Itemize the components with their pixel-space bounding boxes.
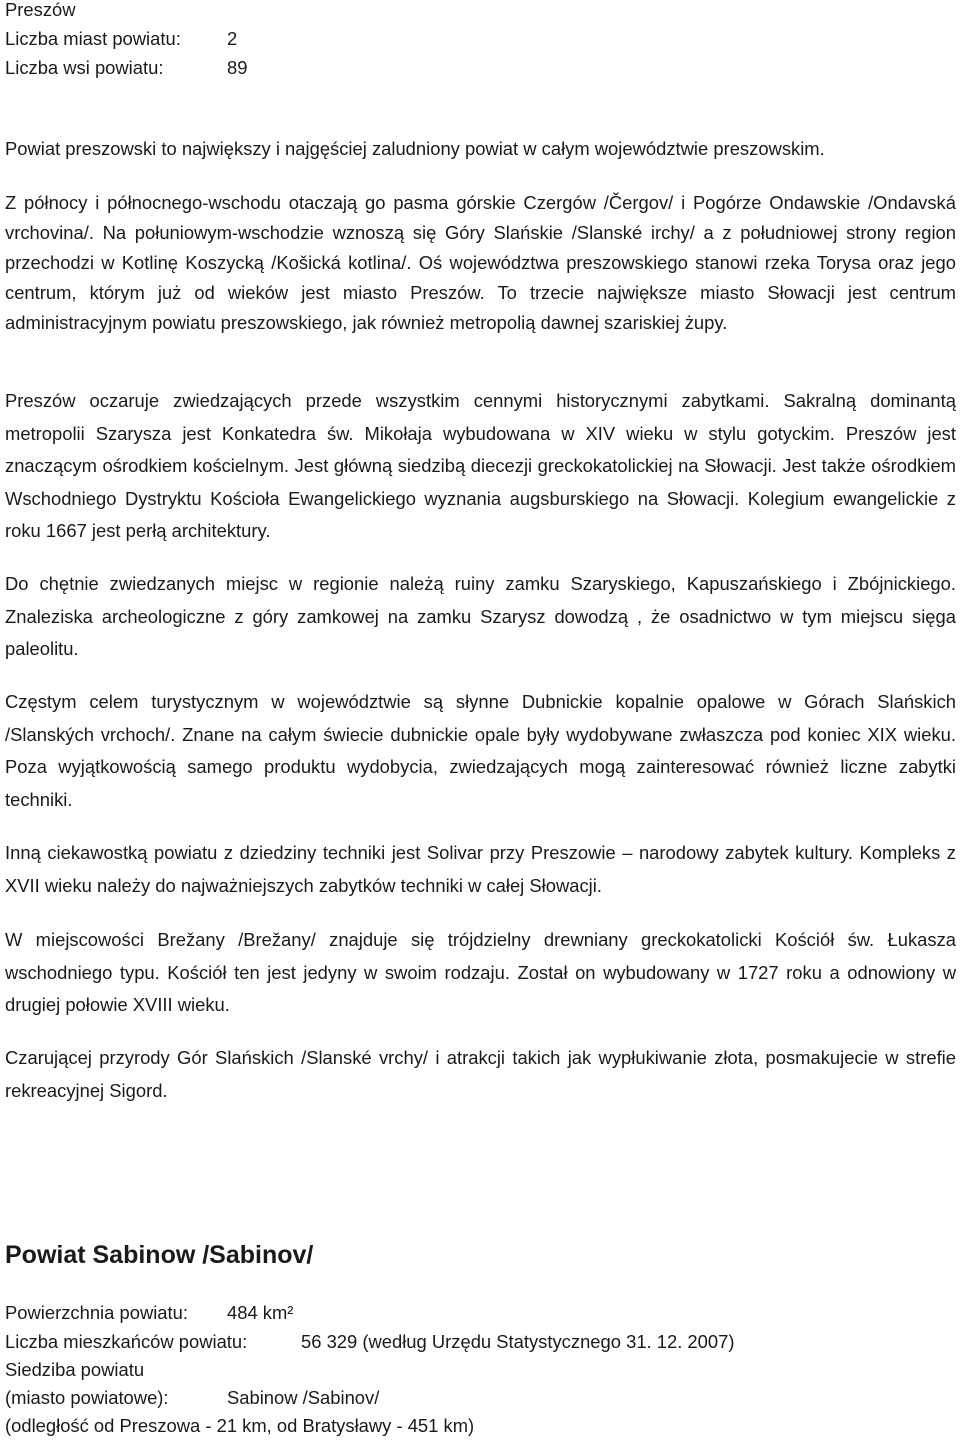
county-title: Preszów	[5, 0, 76, 20]
population-row	[5, 1329, 734, 1355]
seat-sublabel: (miasto powiatowe):	[5, 1387, 169, 1408]
paragraph-monuments: Preszów oczaruje zwiedzających przede wszystkim cennymi historycznymi zabytkami. Sakralną dominantą metropolii Szarysza jest Konkatedra św. Mikołaja wybudowana w XIV wieku w stylu gotyckim. Preszów jest znaczącym ośrodkiem kościelnym. Jest główną siedzibą diecezji greckokatolickiej na Słowacji. Jest także ośrodkiem Wschodniego Dystryktu Kościoła Ewangelickiego wyznania augsburskiego na Słowacji. Kolegium ewangelickie z roku 1667 jest perłą architektury.	[5, 390, 956, 542]
population-label: Liczba mieszkańców powiatu:	[5, 1331, 248, 1352]
paragraph-geography: Z północy i północnego-wschodu otaczają go pasma górskie Czergów /Čergov/ i Pogórze Ondawskie /Ondavská vrchovina/. Na połuniowym-wschodzie wznoszą się Góry Slańskie /Slanské irchy/ a z południowej strony region przechodzi w Kotlinę Koszycką /Košická kotlina/. Oś województwa preszowskiego stanowi rzeka Torysa oraz jego centrum, którym już od wieków jest miasto Preszów. To trzecie największe miasto Słowacji jest centrum administracyjnym powiatu preszowskiego, jak również metropolią dawnej szariskiej żupy.	[5, 192, 956, 333]
area-value: 484 km²	[227, 1302, 294, 1323]
area-label: Powierzchnia powiatu:	[5, 1302, 188, 1323]
paragraph-castles: Do chętnie zwiedzanych miejsc w regionie należą ruiny zamku Szaryskiego, Kapuszańskiego i Zbójnickiego. Znaleziska archeologiczne z góry zamkowej na zamku Szarysz dowodzą , że osadnictwo w tym miejscu sięga paleolitu.	[5, 573, 956, 660]
section-heading-sabinow: Powiat Sabinow /Sabinov/	[5, 1241, 314, 1269]
villages-count-value: 89	[227, 57, 248, 78]
villages-count-row	[5, 55, 247, 81]
seat-row	[5, 1385, 379, 1411]
distance-note: (odległość od Preszowa - 21 km, od Bratysławy - 451 km)	[5, 1415, 475, 1436]
population-value: 56 329 (według Urzędu Statystycznego 31. 12. 2007)	[301, 1331, 735, 1352]
paragraph-church: W miejscowości Brežany /Brežany/ znajduje się trójdzielny drewniany greckokatolicki Kościół św. Łukasza wschodniego typu. Kościół ten jest jedyny w swoim rodzaju. Został on wybudowany w 1727 roku a odnowiony w drugiej połowie XVIII wieku.	[5, 929, 956, 1016]
cities-count-value: 2	[227, 28, 238, 49]
seat-value: Sabinow /Sabinov/	[227, 1387, 380, 1408]
villages-count-label: Liczba wsi powiatu:	[5, 57, 164, 78]
paragraph-solivar: Inną ciekawostką powiatu z dziedziny techniki jest Solivar przy Preszowie – narodowy zabytek kultury. Kompleks z XVII wieku należy do najważniejszych zabytków techniki w całej Słowacji.	[5, 842, 956, 896]
area-row	[5, 1300, 293, 1326]
cities-count-row	[5, 26, 237, 52]
paragraph-nature: Czarującej przyrody Gór Slańskich /Slanské vrchy/ i atrakcji takich jak wypłukiwanie złota, posmakujecie w strefie rekreacyjnej Sigord.	[5, 1047, 956, 1101]
seat-label: Siedziba powiatu	[5, 1359, 145, 1380]
paragraph-intro: Powiat preszowski to największy i najgęściej zaludniony powiat w całym województwie preszowskim.	[5, 138, 825, 159]
paragraph-opals: Częstym celem turystycznym w województwie są słynne Dubnickie kopalnie opalowe w Górach Slańskich /Slanských vrchoch/. Znane na całym świecie dubnickie opale były wydobywane zwłaszcza pod koniec XIX wieku. Poza wyjątkowością samego produktu wydobycia, zwiedzających mogą zainteresować również liczne zabytki techniki.	[5, 691, 956, 810]
cities-count-label: Liczba miast powiatu:	[5, 28, 181, 49]
